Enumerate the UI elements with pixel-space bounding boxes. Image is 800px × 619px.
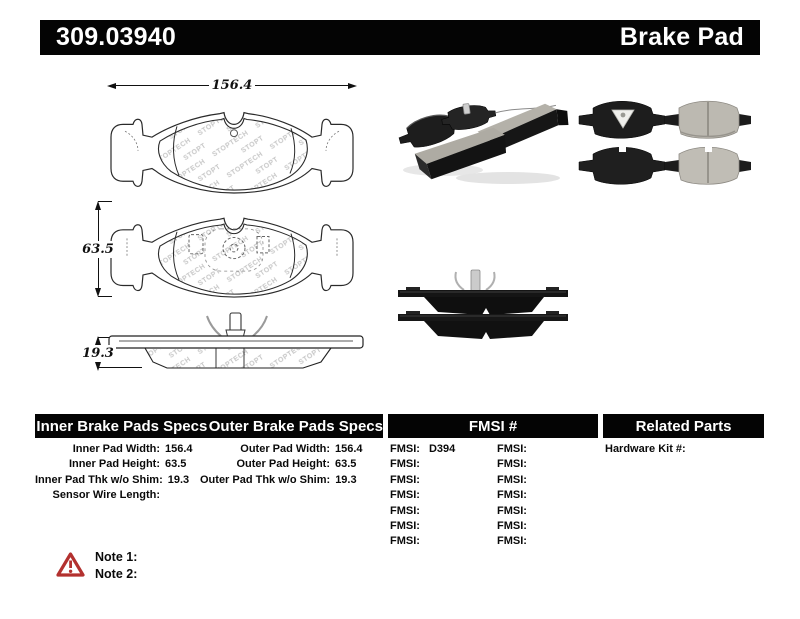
fmsi-label: FMSI:: [497, 489, 527, 502]
fmsi-row: [390, 504, 455, 519]
part-number: 309.03940: [56, 23, 176, 51]
spec-row: [35, 442, 193, 457]
spec-label: Inner Pad Height:: [68, 458, 160, 471]
dim-line: [98, 210, 99, 241]
outer-specs-header: Outer Brake Pads Specs: [208, 417, 383, 435]
pad-friction-top: [665, 101, 751, 138]
fmsi-label: FMSI:: [497, 504, 527, 517]
fmsi-row: [390, 457, 455, 472]
brake-pads-perspective-photo: [398, 98, 570, 188]
inner-specs-header: Inner Brake Pads Specs: [36, 417, 208, 435]
fmsi-label: FMSI:: [497, 520, 527, 533]
related-parts-header-bar: [603, 414, 764, 438]
fmsi-label: FMSI:: [497, 443, 527, 455]
spec-row: [35, 457, 193, 472]
fmsi-row: [390, 519, 455, 534]
pad-front-view-drawing: [107, 94, 357, 194]
brake-pads-edge-photo: [398, 266, 570, 344]
fmsi-label: FMSI:: [390, 443, 420, 455]
related-parts-list: [605, 442, 695, 457]
dim-line: [98, 258, 99, 289]
fmsi-label: FMSI:: [390, 458, 420, 471]
spec-label: Inner Pad Width:: [72, 443, 160, 455]
width-dim-label: 156.4: [209, 78, 256, 93]
fmsi-list-1: [390, 442, 455, 550]
width-dimension: [107, 79, 357, 92]
brake-pad-set-photo: [577, 96, 751, 190]
spec-label: Outer Pad Thk w/o Shim:: [200, 473, 331, 486]
fmsi-label: FMSI:: [497, 458, 527, 471]
fmsi-row: [497, 473, 536, 488]
spec-value: 19.3: [335, 473, 357, 486]
related-row: [605, 442, 695, 457]
fmsi-value: D394: [428, 443, 456, 455]
fmsi-header-bar: [388, 414, 598, 438]
fmsi-row: [497, 457, 536, 472]
spec-row: [200, 473, 363, 488]
fmsi-label: FMSI:: [497, 535, 527, 548]
fmsi-row: [497, 504, 536, 519]
height-dim-label: 63.5: [82, 241, 114, 257]
note-line: Note 1:: [95, 550, 138, 564]
pad-back-top: [579, 101, 665, 138]
related-parts-header: Related Parts: [635, 417, 732, 435]
spec-value: 156.4: [165, 443, 193, 455]
dim-line: [255, 85, 348, 86]
spec-value: 63.5: [165, 458, 187, 471]
fmsi-row: [497, 519, 536, 534]
spec-row: [35, 488, 193, 503]
spec-label: Inner Pad Thk w/o Shim:: [35, 473, 163, 486]
fmsi-row: [497, 534, 536, 549]
spec-label: Outer Pad Width:: [240, 443, 330, 455]
pad-edge-top: [398, 270, 568, 315]
fmsi-row: [497, 442, 536, 457]
fmsi-row: [390, 442, 455, 457]
dim-arrow-up-icon: [95, 201, 101, 210]
fmsi-label: FMSI:: [390, 473, 420, 486]
pad-edge-bottom: [398, 311, 568, 339]
note-line: Note 2:: [95, 567, 138, 581]
pads-specs-header-bar: [35, 414, 383, 438]
pad-back-bottom: [579, 146, 665, 184]
dim-arrow-left-icon: [107, 83, 116, 89]
spec-row: [200, 442, 363, 457]
related-label: Hardware Kit #:: [605, 443, 686, 455]
pad-side-view-drawing: [107, 312, 365, 370]
fmsi-row: [390, 473, 455, 488]
pad-back-view-drawing: [107, 200, 357, 298]
fmsi-row: [390, 488, 455, 503]
dim-arrow-right-icon: [348, 83, 357, 89]
inner-specs-list: [35, 442, 193, 504]
fmsi-label: FMSI:: [497, 473, 527, 486]
spec-value: 19.3: [167, 473, 190, 486]
fmsi-label: FMSI:: [390, 489, 420, 502]
outer-specs-list: [200, 442, 363, 488]
fmsi-label: FMSI:: [390, 504, 420, 517]
spec-label: Outer Pad Height:: [236, 458, 330, 471]
warning-triangle-icon: [56, 551, 85, 578]
dim-line: [116, 85, 209, 86]
fmsi-row: [390, 534, 455, 549]
spec-label: Sensor Wire Length:: [52, 489, 160, 502]
fmsi-label: FMSI:: [390, 520, 420, 533]
spec-value: 63.5: [335, 458, 357, 471]
spec-row: [35, 473, 193, 488]
product-type: Brake Pad: [619, 23, 744, 51]
fmsi-label: FMSI:: [390, 535, 420, 548]
pad-friction-bottom: [665, 146, 751, 184]
fmsi-list-2: [497, 442, 536, 550]
thickness-dim-label: 19.3: [82, 346, 114, 361]
spec-row: [200, 457, 363, 472]
spec-value: 156.4: [335, 443, 363, 455]
fmsi-header: FMSI #: [468, 417, 518, 435]
title-bar: [40, 20, 760, 55]
fmsi-row: [497, 488, 536, 503]
notes-list: [95, 549, 137, 583]
